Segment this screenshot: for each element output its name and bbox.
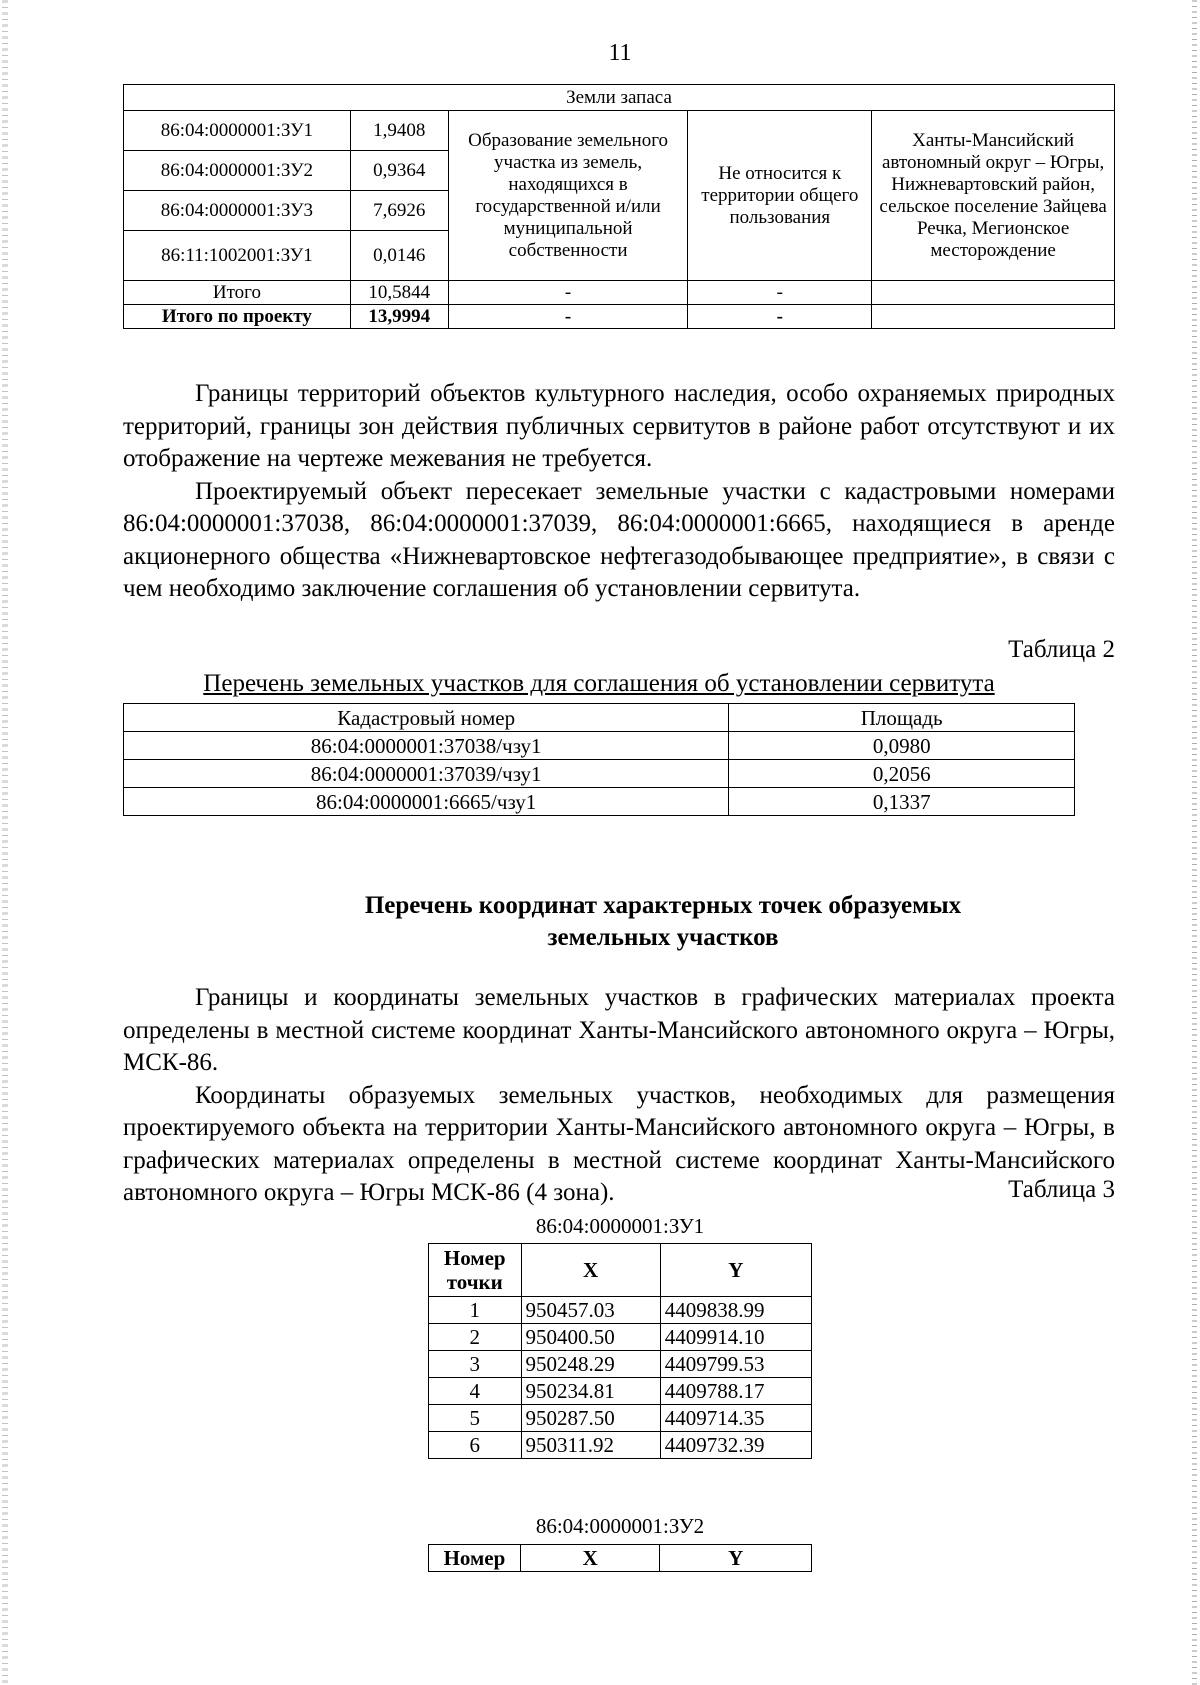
cadastral-number: 86:04:0000001:ЗУ1	[124, 111, 351, 151]
servitude-table	[123, 703, 1075, 816]
paragraph: Координаты образуемых земельных участков, необходимых для размещения проектируемого объекта на территории Ханты-Мансийского автономного округа – Югры, в графических материалах определены в местной системе координат Ханты-Мансийского автономного округа – Югры МСК-86 (4 зона).	[123, 1081, 1115, 1206]
x-coordinate: 950457.03	[521, 1297, 660, 1324]
table-row	[429, 1297, 812, 1324]
heading-line-1: Перечень координат характерных точек образуемых	[364, 892, 962, 919]
section-title: Земли запаса	[124, 85, 1115, 111]
coordinates-table-2	[428, 1544, 812, 1572]
area: 1,9408	[350, 111, 448, 151]
point-number: 3	[429, 1351, 522, 1378]
y-coordinate: 4409838.99	[660, 1297, 811, 1324]
cadastral-number: 86:04:0000001:37039/чзу1	[124, 760, 729, 788]
column-header: Номер точки	[429, 1244, 522, 1297]
y-coordinate: 4409914.10	[660, 1324, 811, 1351]
point-number: 6	[429, 1432, 522, 1459]
paragraph: Проектируемый объект пересекает земельные участки с кадастровыми номерами 86:04:0000001:37038, 86:04:0000001:37039, 86:04:0000001:6665, находящиеся в аренде акционерного общества «Нижневартовское нефтегазодобывающее предприятие», в связи с чем необходимо заключение соглашения об установлении сервитута.	[123, 477, 1115, 602]
purpose-cell: Образование земельного участка из земель, находящихся в государственной и/или муниципальной собственности	[448, 111, 688, 281]
table-row	[124, 732, 1075, 760]
y-coordinate: 4409732.39	[660, 1432, 811, 1459]
column-header: X	[521, 1244, 660, 1297]
dash-cell: -	[448, 281, 688, 305]
land-reserve-table	[123, 84, 1115, 329]
area: 7,6926	[350, 191, 448, 231]
x-coordinate: 950287.50	[521, 1405, 660, 1432]
paragraph-block-2	[123, 982, 1115, 1210]
scan-edge-left	[2, 0, 8, 1685]
cadastral-number: 86:04:0000001:37038/чзу1	[124, 732, 729, 760]
point-number: 1	[429, 1297, 522, 1324]
area: 0,0146	[350, 231, 448, 281]
parcel1-caption: 86:04:0000001:ЗУ1	[535, 1214, 705, 1238]
location-cell: Ханты-Мансийский автономный округ – Югры, Нижневартовский район, сельское поселение Зайцева Речка, Мегионское месторождение	[872, 111, 1115, 281]
table-row	[429, 1351, 812, 1378]
column-header: Номер	[429, 1545, 521, 1572]
y-coordinate: 4409714.35	[660, 1405, 811, 1432]
y-coordinate: 4409788.17	[660, 1378, 811, 1405]
dash-cell: -	[688, 281, 872, 305]
table3-label: Таблица 3	[1008, 1176, 1115, 1203]
parcel2-caption: 86:04:0000001:ЗУ2	[535, 1514, 705, 1538]
area: 0,1337	[729, 788, 1075, 816]
point-number: 4	[429, 1378, 522, 1405]
x-coordinate: 950248.29	[521, 1351, 660, 1378]
y-coordinate: 4409799.53	[660, 1351, 811, 1378]
x-coordinate: 950400.50	[521, 1324, 660, 1351]
paragraph-block-1	[123, 378, 1115, 606]
cadastral-number: 86:04:0000001:ЗУ2	[124, 151, 351, 191]
project-total-area: 13,9994	[350, 305, 448, 329]
cadastral-number: 86:04:0000001:ЗУ3	[124, 191, 351, 231]
x-coordinate: 950311.92	[521, 1432, 660, 1459]
scan-edge-right	[1192, 0, 1197, 1685]
point-number: 2	[429, 1324, 522, 1351]
total-area: 10,5844	[350, 281, 448, 305]
coordinates-table	[428, 1243, 812, 1459]
table2-caption: Перечень земельных участков для соглашения об установлении сервитута	[203, 670, 995, 697]
table-row	[429, 1324, 812, 1351]
dash-cell: -	[688, 305, 872, 329]
area: 0,0980	[729, 732, 1075, 760]
table-row	[429, 1432, 812, 1459]
cadastral-number: 86:11:1002001:ЗУ1	[124, 231, 351, 281]
area: 0,9364	[350, 151, 448, 191]
section-heading	[123, 890, 1200, 954]
cadastral-number: 86:04:0000001:6665/чзу1	[124, 788, 729, 816]
public-use-cell: Не относится к территории общего пользования	[688, 111, 872, 281]
dash-cell: -	[448, 305, 688, 329]
empty-cell	[872, 281, 1115, 305]
heading-line-2: земельных участков	[547, 924, 779, 951]
total-label: Итого	[124, 281, 351, 305]
table-row	[429, 1378, 812, 1405]
page-number: 11	[608, 40, 632, 66]
column-header: Площадь	[729, 704, 1075, 732]
column-header: Кадастровый номер	[124, 704, 729, 732]
column-header: X	[520, 1545, 660, 1572]
project-total-label: Итого по проекту	[124, 305, 351, 329]
point-number: 5	[429, 1405, 522, 1432]
table2-label: Таблица 2	[1008, 636, 1115, 663]
area: 0,2056	[729, 760, 1075, 788]
table-row	[429, 1405, 812, 1432]
table-row	[124, 760, 1075, 788]
paragraph: Границы территорий объектов культурного наследия, особо охраняемых природных территорий, границы зон действия публичных сервитутов в районе работ отсутствуют и их отображение на чертеже межевания не требуется.	[123, 380, 1115, 472]
x-coordinate: 950234.81	[521, 1378, 660, 1405]
paragraph: Границы и координаты земельных участков в графических материалах проекта определены в местной системе координат Ханты-Мансийского автономного округа – Югры, МСК-86.	[123, 984, 1115, 1076]
empty-cell	[872, 305, 1115, 329]
table-row	[124, 788, 1075, 816]
column-header: Y	[660, 1244, 811, 1297]
column-header: Y	[660, 1545, 812, 1572]
